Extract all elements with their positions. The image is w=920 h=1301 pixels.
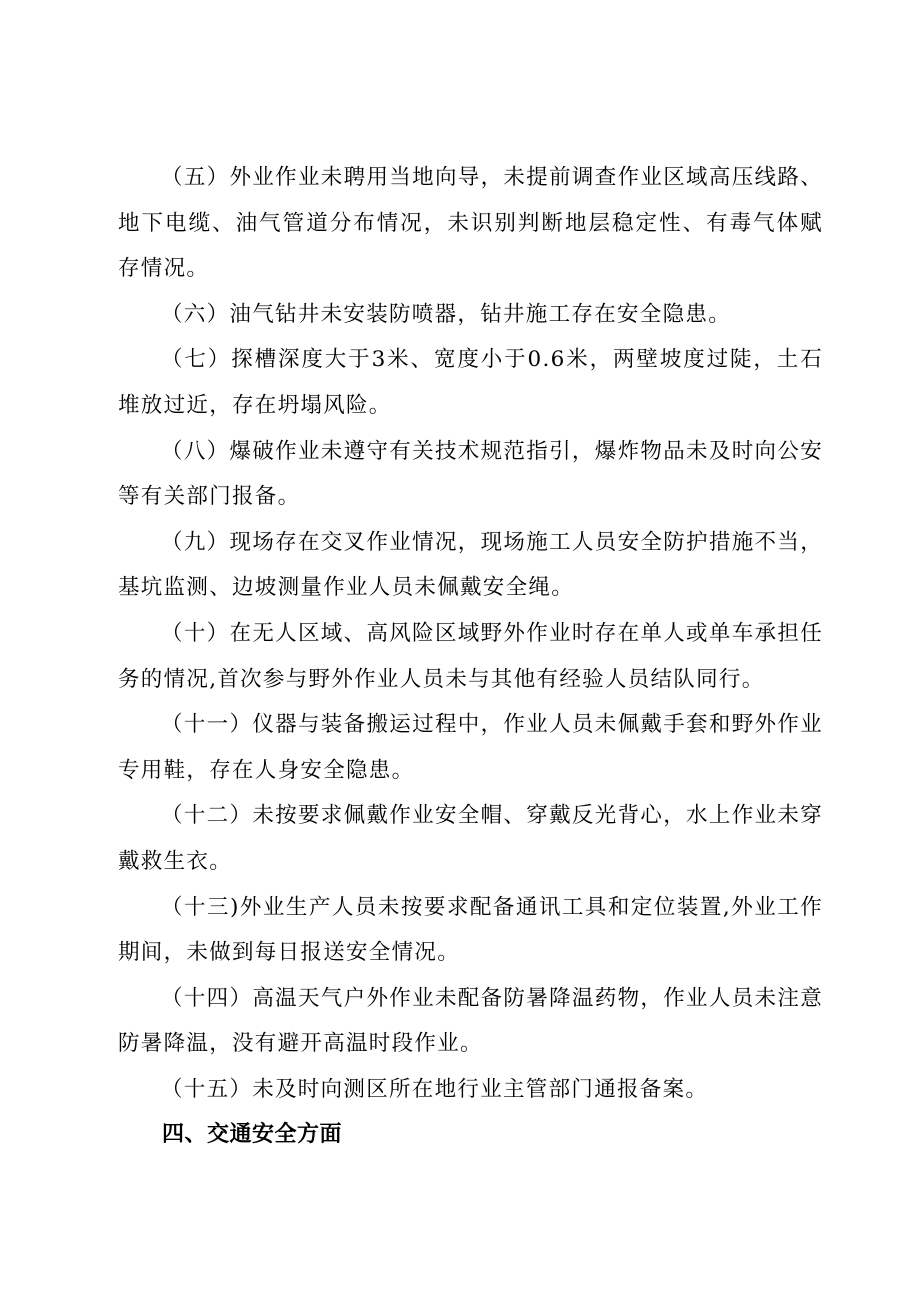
- paragraph-item-6: （六）油气钻井未安装防喷器，钻井施工存在安全隐患。: [161, 301, 732, 327]
- paragraph-item-7: （七）探槽深度大于3米、宽度小于0.6米，两壁坡度过陡，土石堆放过近，存在坍塌风险。: [118, 347, 823, 418]
- paragraph-item-10: （十）在无人区域、高风险区域野外作业时存在单人或单车承担任务的情况,首次参与野外作业人员未与其他有经验人员结队同行。: [118, 620, 823, 692]
- paragraph-item-5: （五）外业作业未聘用当地向导，未提前调查作业区域高压线路、地下电缆、油气管道分布情况，未识别判断地层稳定性、有毒气体赋存情况。: [118, 165, 823, 282]
- paragraph-item-8: （八）爆破作业未遵守有关技术规范指引，爆炸物品未及时向公安等有关部门报备。: [118, 438, 823, 510]
- paragraph-item-13: （十三)外业生产人员未按要求配备通讯工具和定位装置,外业工作期间，未做到每日报送安全情况。: [118, 894, 823, 966]
- document-body: [118, 155, 823, 1158]
- paragraph-item-14: （十四）高温天气户外作业未配备防暑降温药物，作业人员未注意防暑降温，没有避开高温时段作业。: [118, 985, 823, 1057]
- paragraph-item-15: （十五）未及时向测区所在地行业主管部门通报备案。: [161, 1076, 709, 1102]
- section-heading: 四、交通安全方面: [162, 1122, 343, 1148]
- paragraph-item-9: （九）现场存在交叉作业情况，现场施工人员安全防护措施不当，基坑监测、边坡测量作业人员未佩戴安全绳。: [118, 529, 823, 601]
- paragraph-item-12: （十二）未按要求佩戴作业安全帽、穿戴反光背心，水上作业未穿戴救生衣。: [118, 803, 823, 874]
- paragraph-item-11: （十一）仪器与装备搬运过程中，作业人员未佩戴手套和野外作业专用鞋，存在人身安全隐患。: [118, 712, 823, 783]
